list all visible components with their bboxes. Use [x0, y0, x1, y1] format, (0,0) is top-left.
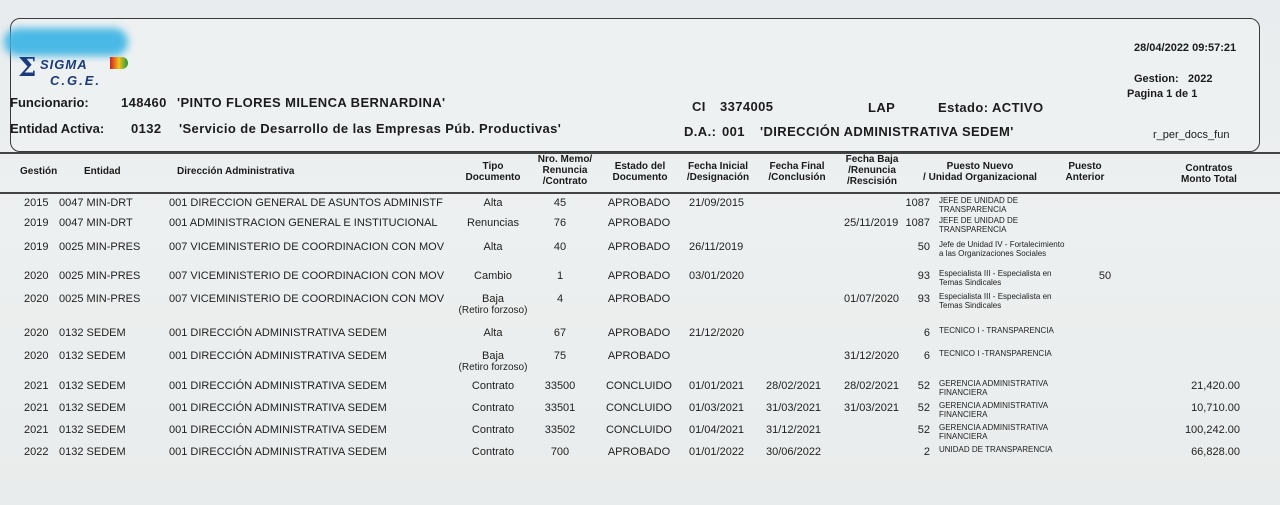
- col-entidad: Entidad: [84, 166, 121, 177]
- report-datetime: 28/04/2022 09:57:21: [1134, 42, 1237, 54]
- cell-gestion: 2021: [24, 424, 49, 436]
- cell-gestion: 2020: [24, 270, 49, 282]
- col-puesto-nuevo: Puesto Nuevo / Unidad Organizacional: [923, 161, 1037, 183]
- cell-direccion: 001 DIRECCIÓN ADMINISTRATIVA SEDEM: [169, 402, 387, 414]
- cell-fini: 01/04/2021: [689, 424, 745, 436]
- cell-nro: 1: [556, 270, 564, 282]
- cell-tipo: Contrato: [471, 446, 515, 458]
- cell-estado: APROBADO: [607, 241, 671, 253]
- entidad-label: Entidad Activa:: [10, 121, 105, 136]
- cell-fini: 21/12/2020: [689, 327, 745, 339]
- cell-direccion: 007 VICEMINISTERIO DE COORDINACION CON MOV: [169, 293, 445, 305]
- cell-direccion: 001 ADMINISTRACION GENERAL E INSTITUCIONAL: [169, 217, 438, 229]
- cell-puesto-nuevo: Jefe de Unidad IV - Fortalecimiento a las Organizaciones Sociales: [939, 240, 1065, 258]
- cell-nro: 76: [553, 217, 567, 229]
- cell-puesto-nuevo: GERENCIA ADMINISTRATIVA FINANCIERA: [939, 423, 1048, 441]
- lap-label: LAP: [868, 100, 896, 115]
- cell-puesto-nuevo: Especialista III - Especialista en Temas Sindicales: [939, 292, 1052, 310]
- logo-swoosh-icon: [110, 57, 128, 69]
- cell-gestion: 2019: [24, 241, 49, 253]
- cell-monto: 100,242.00: [1184, 424, 1240, 436]
- cell-entidad: 0132 SEDEM: [59, 402, 126, 414]
- cell-nro: 700: [550, 446, 570, 458]
- entidad-code: 0132: [131, 121, 162, 136]
- funcionario-name: 'PINTO FLORES MILENCA BERNARDINA': [177, 95, 446, 110]
- cell-pnum: 93: [917, 270, 930, 282]
- cell-ffin: 30/06/2022: [766, 446, 822, 458]
- cell-puesto-nuevo: JEFE DE UNIDAD DE TRANSPARENCIA: [939, 216, 1019, 234]
- cell-pnum: 52: [917, 380, 930, 392]
- logo-line1: SIGMA: [40, 57, 88, 72]
- gestion-label: Gestion:: [1134, 73, 1179, 85]
- cell-estado: APROBADO: [607, 327, 671, 339]
- sigma-logo: [18, 55, 128, 91]
- cell-pnum: 1087: [905, 217, 930, 229]
- cell-direccion: 001 DIRECCIÓN ADMINISTRATIVA SEDEM: [169, 350, 387, 362]
- cell-tipo-detail: (Retiro forzoso): [458, 362, 528, 373]
- cell-estado: CONCLUIDO: [605, 380, 672, 392]
- cell-fini: 01/01/2021: [689, 380, 745, 392]
- cell-monto: 21,420.00: [1191, 380, 1240, 392]
- cell-tipo: Baja: [481, 293, 505, 305]
- cell-monto: 10,710.00: [1191, 402, 1240, 414]
- cell-gestion: 2022: [24, 446, 49, 458]
- cell-entidad: 0132 SEDEM: [59, 446, 126, 458]
- cell-fini: 01/01/2022: [689, 446, 745, 458]
- cell-pnum: 50: [917, 241, 930, 253]
- cell-pant: 50: [1098, 270, 1112, 282]
- cell-tipo: Contrato: [471, 380, 515, 392]
- col-tipo: Tipo Documento: [465, 161, 521, 183]
- cell-fini: 21/09/2015: [689, 197, 745, 209]
- funcionario-code: 148460: [121, 95, 167, 110]
- cell-direccion: 001 DIRECCION GENERAL DE ASUNTOS ADMINISTF: [169, 197, 443, 209]
- table-header: [0, 154, 1280, 192]
- cell-monto: 66,828.00: [1191, 446, 1240, 458]
- cell-direccion: 001 DIRECCIÓN ADMINISTRATIVA SEDEM: [169, 446, 387, 458]
- cell-nro: 67: [553, 327, 567, 339]
- cell-puesto-nuevo: TECNICO I - TRANSPARENCIA: [939, 326, 1054, 335]
- cell-estado: APROBADO: [607, 446, 671, 458]
- cell-estado: CONCLUIDO: [605, 424, 672, 436]
- cell-fbaja: 01/07/2020: [844, 293, 900, 305]
- cell-estado: CONCLUIDO: [605, 402, 672, 414]
- cell-tipo-detail: (Retiro forzoso): [458, 305, 528, 316]
- cell-entidad: 0047 MIN-DRT: [59, 197, 133, 209]
- cell-ffin: 31/03/2021: [766, 402, 822, 414]
- col-puesto-anterior: Puesto Anterior: [1065, 161, 1105, 183]
- col-nro: Nro. Memo/ Renuncia /Contrato: [537, 154, 593, 187]
- estado-label: Estado: ACTIVO: [938, 100, 1044, 115]
- cell-puesto-nuevo: JEFE DE UNIDAD DE TRANSPARENCIA: [939, 196, 1019, 214]
- col-fecha-inicial: Fecha Inicial /Designación: [686, 161, 750, 183]
- cell-direccion: 001 DIRECCIÓN ADMINISTRATIVA SEDEM: [169, 424, 387, 436]
- ci-value: 3374005: [720, 99, 774, 114]
- cell-gestion: 2020: [24, 327, 49, 339]
- ci-label: CI: [692, 99, 706, 114]
- cell-direccion: 007 VICEMINISTERIO DE COORDINACION CON MOV: [169, 241, 445, 253]
- cell-pnum: 1087: [905, 197, 930, 209]
- cell-fini: 03/01/2020: [689, 270, 745, 282]
- cell-fbaja: 25/11/2019: [844, 217, 899, 229]
- cell-entidad: 0047 MIN-DRT: [59, 217, 133, 229]
- cell-entidad: 0025 MIN-PRES: [59, 270, 141, 282]
- da-label: D.A.:: [684, 124, 717, 139]
- gestion-value: 2022: [1188, 73, 1213, 85]
- cell-fbaja: 31/03/2021: [844, 402, 900, 414]
- cell-pnum: 6: [923, 350, 930, 362]
- entidad-name: 'Servicio de Desarrollo de las Empresas Púb. Productivas': [179, 121, 562, 136]
- page-indicator: Pagina 1 de 1: [1127, 88, 1198, 100]
- cell-puesto-nuevo: UNIDAD DE TRANSPARENCIA: [939, 445, 1053, 454]
- cell-tipo: Cambio: [474, 270, 512, 282]
- cell-gestion: 2021: [24, 402, 49, 414]
- cell-entidad: 0132 SEDEM: [59, 380, 126, 392]
- cell-tipo: Contrato: [471, 424, 515, 436]
- sigma-symbol-icon: Σ: [18, 53, 37, 83]
- cell-tipo: Renuncias: [467, 217, 519, 229]
- cell-fini: 26/11/2019: [689, 241, 744, 253]
- redacted-blur: [4, 28, 128, 56]
- cell-nro: 75: [553, 350, 567, 362]
- da-name: 'DIRECCIÓN ADMINISTRATIVA SEDEM': [760, 124, 1014, 139]
- col-gestion: Gestión: [20, 166, 58, 177]
- col-estado: Estado del Documento: [612, 161, 668, 183]
- cell-entidad: 0132 SEDEM: [59, 350, 126, 362]
- cell-fbaja: 31/12/2020: [844, 350, 900, 362]
- cell-fini: 01/03/2021: [689, 402, 745, 414]
- cell-estado: APROBADO: [607, 293, 671, 305]
- col-fecha-final: Fecha Final /Conclusión: [768, 161, 826, 183]
- cell-pnum: 2: [923, 446, 930, 458]
- cell-nro: 4: [556, 293, 564, 305]
- cell-tipo: Alta: [483, 241, 503, 253]
- cell-direccion: 001 DIRECCIÓN ADMINISTRATIVA SEDEM: [169, 327, 387, 339]
- header-bottom-rule: [0, 192, 1280, 194]
- col-monto-total: Contratos Monto Total: [1181, 163, 1237, 185]
- cell-estado: APROBADO: [607, 350, 671, 362]
- cell-gestion: 2015: [24, 197, 49, 209]
- cell-pnum: 52: [917, 402, 930, 414]
- cell-gestion: 2020: [24, 293, 49, 305]
- cell-gestion: 2019: [24, 217, 49, 229]
- cell-entidad: 0025 MIN-PRES: [59, 293, 141, 305]
- cell-estado: APROBADO: [607, 217, 671, 229]
- cell-entidad: 0132 SEDEM: [59, 424, 126, 436]
- cell-entidad: 0132 SEDEM: [59, 327, 126, 339]
- logo-line2: C.G.E.: [50, 73, 102, 88]
- cell-pnum: 6: [923, 327, 930, 339]
- cell-fbaja: 28/02/2021: [844, 380, 900, 392]
- col-fecha-baja: Fecha Baja /Renuncia /Rescisión: [845, 154, 899, 187]
- da-code: 001: [722, 124, 745, 139]
- cell-pnum: 52: [917, 424, 930, 436]
- cell-puesto-nuevo: GERENCIA ADMINISTRATIVA FINANCIERA: [939, 401, 1048, 419]
- cell-puesto-nuevo: Especialista III - Especialista en Temas Sindicales: [939, 269, 1052, 287]
- cell-tipo: Alta: [483, 197, 503, 209]
- cell-tipo: Alta: [483, 327, 503, 339]
- cell-gestion: 2020: [24, 350, 49, 362]
- cell-nro: 33500: [544, 380, 576, 392]
- cell-nro: 33502: [544, 424, 576, 436]
- cell-puesto-nuevo: GERENCIA ADMINISTRATIVA FINANCIERA: [939, 379, 1048, 397]
- cell-estado: APROBADO: [607, 197, 671, 209]
- cell-nro: 33501: [544, 402, 576, 414]
- cell-estado: APROBADO: [607, 270, 671, 282]
- cell-ffin: 28/02/2021: [766, 380, 822, 392]
- report-code: r_per_docs_fun: [1153, 129, 1230, 141]
- cell-ffin: 31/12/2021: [766, 424, 822, 436]
- cell-tipo: Contrato: [471, 402, 515, 414]
- cell-direccion: 007 VICEMINISTERIO DE COORDINACION CON MOV: [169, 270, 445, 282]
- cell-nro: 40: [553, 241, 567, 253]
- cell-pnum: 93: [917, 293, 930, 305]
- cell-tipo: Baja: [481, 350, 505, 362]
- cell-entidad: 0025 MIN-PRES: [59, 241, 141, 253]
- cell-puesto-nuevo: TECNICO I -TRANSPARENCIA: [939, 349, 1052, 358]
- col-direccion: Dirección Administrativa: [177, 166, 295, 177]
- cell-direccion: 001 DIRECCIÓN ADMINISTRATIVA SEDEM: [169, 380, 387, 392]
- cell-nro: 45: [553, 197, 567, 209]
- funcionario-label: Funcionario:: [10, 95, 89, 110]
- cell-gestion: 2021: [24, 380, 49, 392]
